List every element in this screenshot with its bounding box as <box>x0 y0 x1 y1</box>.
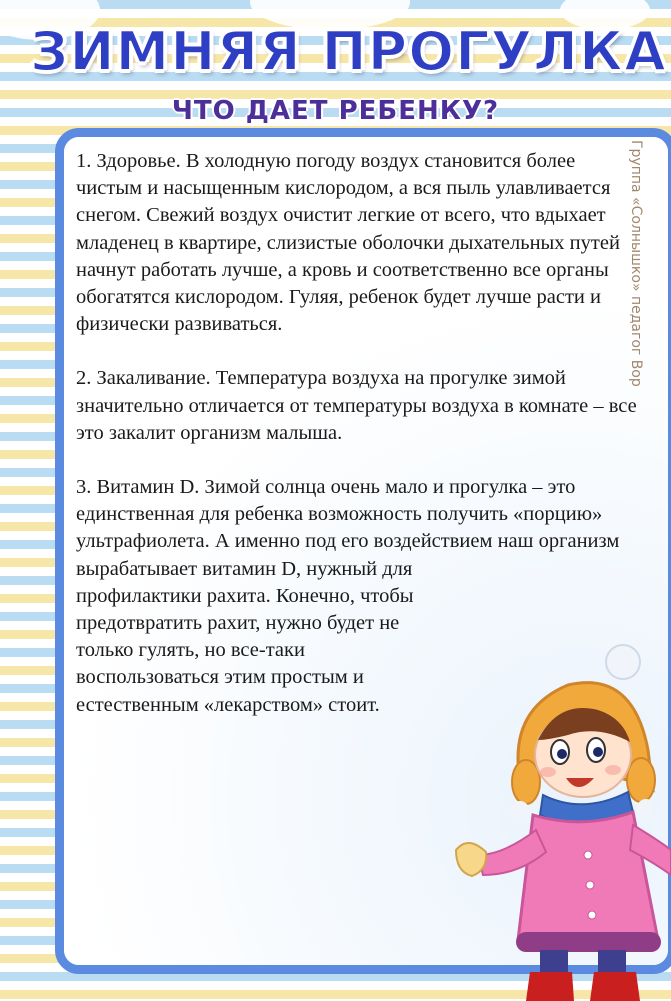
paragraph-hardening: 2. Закаливание. Температура воздуха на прогулке зимой значительно отличается от температуры воздуха в комнате – все это закалит организм малыша. <box>76 367 637 444</box>
paragraph-vitamin-d-part2: вырабатывает витамин D, нужный для профилактики рахита. Конечно, чтобы предотвратить рахит, нужно будет не только гулять, но все-таки воспользоваться этим простым и естественным «лекарством» стоит. <box>76 557 414 716</box>
girl-illustration <box>448 640 671 1001</box>
side-caption: Группа «Солнышко» педагог Вор <box>628 140 644 387</box>
paragraph-vitamin-d-part1: 3. Витамин D. Зимой солнца очень мало и прогулка – это единственная для ребенка возможность получить «порцию» ультрафиолета. А именно под его воздействием наш организм <box>76 476 620 553</box>
page-title: ЗИМНЯЯ ПРОГУЛКА <box>30 20 667 83</box>
page-subtitle: ЧТО ДАЕТ РЕБЕНКУ? <box>171 96 500 126</box>
paragraph-health: 1. Здоровье. В холодную погоду воздух становится более чистым и насыщенным кислородом, а вся пыль улавливается снегом. Свежий воздух очистит легкие от всего, что вдыхает младенец в квартире, слизистые оболочки дыхательных путей начнут работать лучше, а кровь и соответственно все органы обогатятся кислородом. Гуляя, ребенок будет лучше расти и физически развиваться. <box>76 150 620 336</box>
article-body <box>76 148 642 719</box>
